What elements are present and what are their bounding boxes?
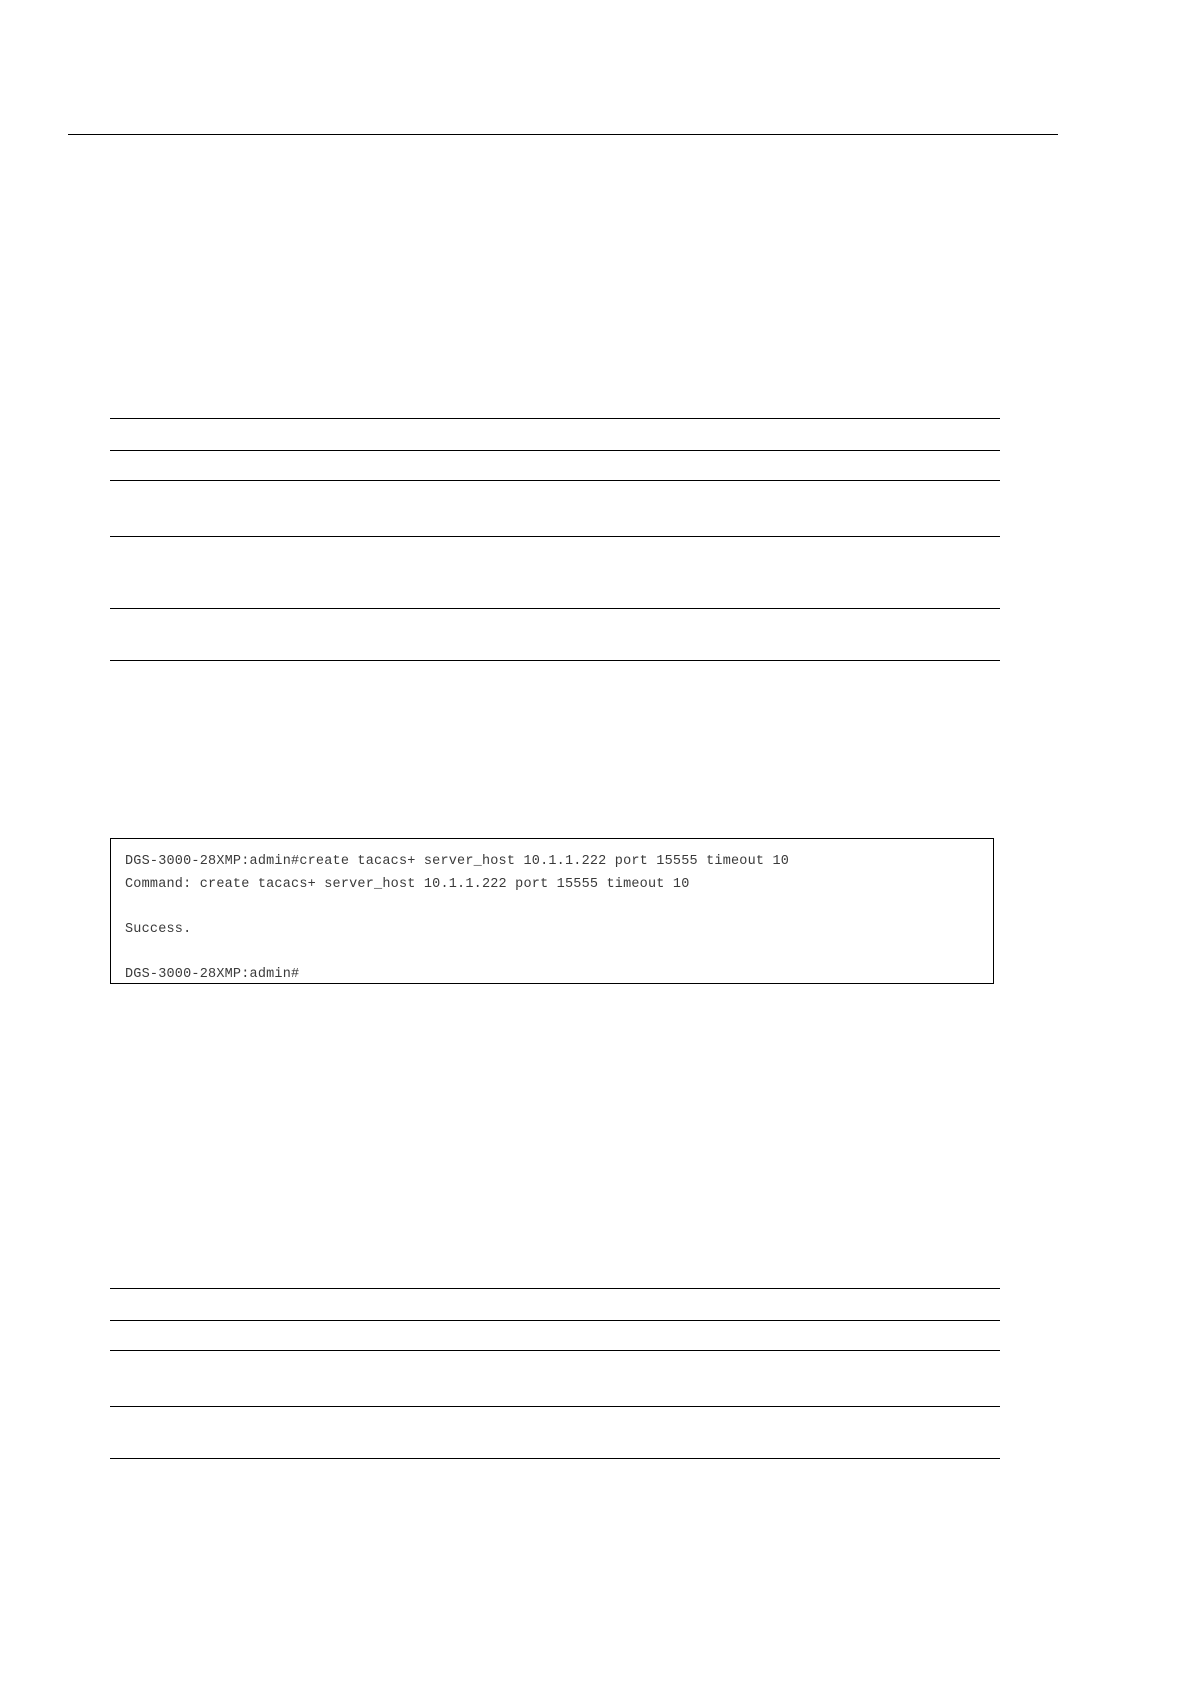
table-rule xyxy=(110,1350,1000,1351)
cli-line-command: DGS-3000-28XMP:admin#create tacacs+ server_host 10.1.1.222 port 15555 timeout 10 xyxy=(125,854,790,869)
page-header-rule xyxy=(68,134,1058,135)
table-rule xyxy=(110,1320,1000,1321)
table-rule xyxy=(110,536,1000,537)
cli-line-blank xyxy=(125,941,979,964)
cli-line-prompt: DGS-3000-28XMP:admin# xyxy=(125,966,300,982)
table-rule xyxy=(110,1406,1000,1407)
cli-output-box xyxy=(110,838,994,984)
table-rule xyxy=(110,660,1000,661)
table-rule xyxy=(110,1458,1000,1459)
table-rule xyxy=(110,418,1000,419)
table-rule xyxy=(110,480,1000,481)
table-rule xyxy=(110,1288,1000,1289)
table-rule xyxy=(110,608,1000,609)
table-rule xyxy=(110,450,1000,451)
cli-line-echo: Command: create tacacs+ server_host 10.1.1.222 port 15555 timeout 10 xyxy=(125,876,690,892)
cli-line-blank xyxy=(125,896,979,919)
cli-line-status: Success. xyxy=(125,921,192,937)
